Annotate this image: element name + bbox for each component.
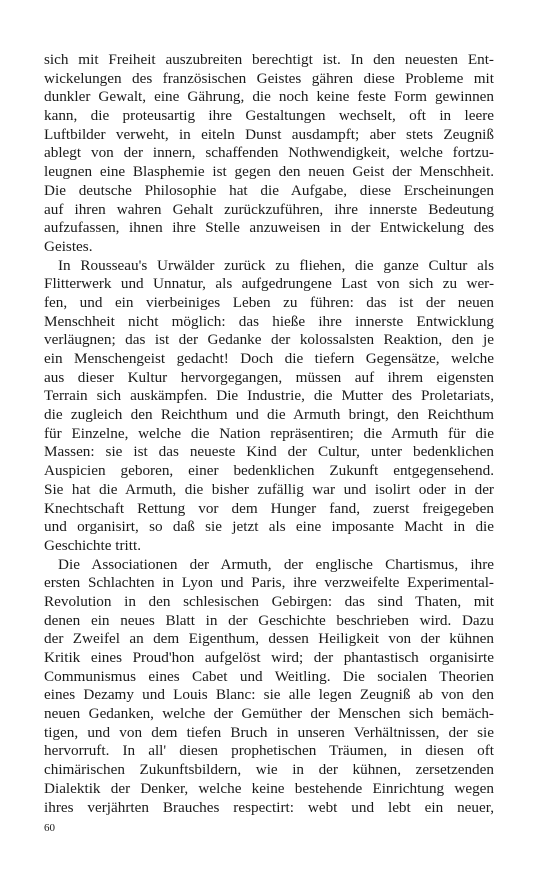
text-line: und organisirt, so daß sie jetzt als eine imposante Macht in die (44, 518, 494, 536)
text-line: aufzufassen, ihnen ihre Stelle anzuweisen in der Entwickelung des (44, 219, 494, 237)
text-line: der Zweifel an dem Eigenthum, dessen Heiligkeit von der kühnen (44, 630, 494, 648)
text-line: auf ihren wahren Gehalt zurückzuführen, ihre innerste Bedeutung (44, 200, 494, 218)
text-line: fen, und ein vierbeiniges Leben zu führen: das ist der neuen (44, 293, 494, 311)
text-line: Luftbilder verweht, in eiteln Dunst ausdampft; aber stets Zeugniß (44, 125, 494, 143)
text-line: Geistes. (44, 237, 93, 255)
text-line: Massen: sie ist das neueste Kind der Cultur, unter bedenklichen (44, 443, 494, 461)
text-line: ihres verjährten Brauches respectirt: webt und lebt ein neuer, (44, 798, 494, 816)
text-line: sich mit Freiheit auszubreiten berechtigt ist. In den neuesten Ent- (44, 51, 494, 68)
text-line: Kritik eines Proud'hon aufgelöst wird; der phantastisch organisirte (44, 649, 494, 666)
text-line: chimärischen Zukunftsbildern, wie in der kühnen, zersetzenden (44, 761, 494, 779)
text-line: Menschheit nicht möglich: das hieße ihre innerste Entwicklung (44, 312, 494, 330)
text-line: eines Dezamy und Louis Blanc: sie alle legen Zeugniß ab von den (44, 686, 494, 704)
text-line: verläugnen; das ist der Gedanke der kolossalsten Reaktion, den je (44, 331, 494, 349)
text-line: Geschichte tritt. (44, 536, 141, 554)
text-line: denen ein neues Blatt in der Geschichte beschrieben wird. Dazu (44, 611, 494, 629)
text-line: tigen, und von dem tiefen Bruch in unseren Verhältnissen, der sie (44, 723, 494, 741)
text-line: ablegt von der innern, schaffenden Nothwendigkeit, welche fortzu- (44, 144, 494, 162)
text-line: aus dieser Kultur hervorgegangen, müssen auf ihrem eigensten (44, 368, 494, 386)
text-line: kann, die proteusartig ihre Gestaltungen wechselt, oft in leere (44, 107, 494, 125)
text-line: Auspicien geboren, einer bedenklichen Zukunft entgegensehend. (44, 462, 494, 480)
paragraph-start-line: Die Associationen der Armuth, der englische Chartismus, ihre (58, 555, 494, 573)
text-line: Flitterwerk und Unnatur, als aufgedrungene Last von sich zu wer- (44, 275, 494, 293)
text-line: Revolution in den schlesischen Gebirgen: das sind Thaten, mit (44, 592, 494, 610)
text-line: Terrain sich auskämpfen. Die Industrie, die Mutter des Proletariats, (44, 387, 494, 405)
text-line: hervorruft. In all' diesen prophetischen Träumen, in diesen oft (44, 742, 494, 760)
text-line: Communismus eines Cabet und Weitling. Die socialen Theorien (44, 667, 494, 685)
page-number: 60 (44, 822, 55, 834)
text-line: die zugleich den Reichthum und die Armuth bringt, den Reichthum (44, 406, 494, 424)
text-line: Die deutsche Philosophie hat die Aufgabe, diese Erscheinungen (44, 181, 494, 199)
body-text (44, 51, 494, 817)
text-line: ein Menschengeist gedacht! Doch die tiefern Gegensätze, welche (44, 350, 494, 367)
text-line: für Einzelne, welche die Nation repräsentiren; die Armuth für die (44, 424, 494, 442)
text-line: Dialektik der Denker, welche keine bestehende Einrichtung wegen (44, 779, 494, 797)
text-line: ersten Schlachten in Lyon und Paris, ihre verzweifelte Experimental- (44, 574, 494, 592)
text-line: dunkler Gewalt, eine Gährung, die noch keine feste Form gewinnen (44, 88, 494, 106)
text-line: Knechtschaft Rettung vor dem Hunger fand, zuerst freigegeben (44, 499, 494, 517)
text-line: neuen Gedanken, welche der Gemüther der Menschen sich bemäch- (44, 705, 494, 723)
paragraph-start-line: In Rousseau's Urwälder zurück zu fliehen, die ganze Cultur als (58, 256, 494, 274)
text-line: Sie hat die Armuth, die bisher zufällig war und isolirt oder in der (44, 480, 494, 498)
text-line: wickelungen des französischen Geistes gähren diese Probleme mit (44, 69, 494, 87)
text-line: leugnen eine Blasphemie ist gegen den neuen Geist der Menschheit. (44, 163, 494, 181)
